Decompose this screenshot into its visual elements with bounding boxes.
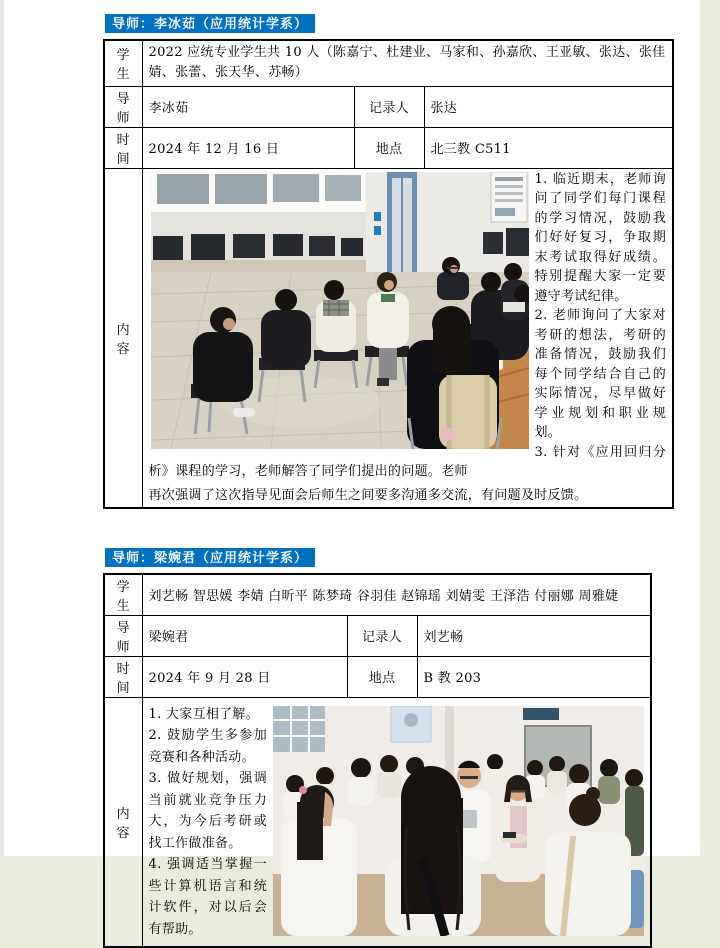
- mentor-value: 李冰茹: [142, 86, 354, 127]
- recorder-value: 刘艺畅: [417, 615, 651, 656]
- content-body-1: [149, 170, 667, 506]
- meeting-record-table-1: [103, 39, 674, 509]
- students-value: 2022 应统专业学生共 10 人（陈嘉宁、杜建业、马家和、孙嘉欣、王亚敏、张达、张佳婧、张蕾、张天华、苏畅）: [142, 40, 673, 86]
- mentor-banner-1: 导师：李冰茹（应用统计学系）: [105, 14, 315, 33]
- meeting-photo-1-illustration: [151, 172, 529, 449]
- meeting-photo-standing-group: [273, 706, 644, 936]
- content-paragraph: 1. 大家互相了解。: [149, 704, 645, 726]
- content-label: 内容: [104, 168, 142, 508]
- document-page: [4, 0, 700, 856]
- location-label: 地点: [354, 127, 424, 168]
- content-label: 内容: [104, 697, 142, 947]
- time-value: 2024 年 12 月 16 日: [142, 127, 354, 168]
- content-paragraph: 1. 临近期末，老师询问了同学们每门课程的学习情况，鼓励我们好好复习，争取期末考试取得好成绩。特别提醒大家一定要遵守考试纪律。: [149, 170, 667, 307]
- mentor-label: 导师: [104, 86, 142, 127]
- mentor-value: 梁婉君: [142, 615, 347, 656]
- content-paragraph: 4. 强调适当掌握一些计算机语言和统计软件，对以后会有帮助。: [149, 854, 645, 940]
- meeting-record-table-2: [103, 573, 652, 948]
- time-value: 2024 年 9 月 28 日: [142, 656, 347, 697]
- recorder-label: 记录人: [354, 86, 424, 127]
- location-label: 地点: [347, 656, 417, 697]
- location-value: B 教 203: [417, 656, 651, 697]
- mentor-banner-2: 导师：梁婉君（应用统计学系）: [105, 548, 315, 567]
- location-value: 北三教 C511: [424, 127, 673, 168]
- content-continuation: 再次强调了这次指导见面会后师生之间要多沟通多交流，有问题及时反馈。: [149, 486, 667, 506]
- mentor-label: 导师: [104, 615, 142, 656]
- meeting-photo-2-illustration: [273, 706, 644, 936]
- students-label: 学生: [104, 40, 142, 86]
- content-body-2: [149, 704, 645, 941]
- meeting-photo-seated-discussion: [151, 172, 529, 449]
- students-label: 学生: [104, 574, 142, 616]
- recorder-label: 记录人: [347, 615, 417, 656]
- content-paragraph: 2. 老师询问了大家对考研的想法，考研的准备情况，鼓励我们每个同学结合自己的实际情况，尽早做好学业规划和职业规划。: [149, 306, 667, 443]
- recorder-value: 张达: [424, 86, 673, 127]
- time-label: 时间: [104, 127, 142, 168]
- content-paragraph: 3. 做好规划，强调当前就业竞争压力大，为今后考研或找工作做准备。: [149, 768, 645, 854]
- time-label: 时间: [104, 656, 142, 697]
- content-paragraph: 3. 针对《应用回归分析》课程的学习，老师解答了同学们提出的问题。老师: [149, 443, 667, 482]
- content-paragraph: 2. 鼓励学生多参加竞赛和各种活动。: [149, 725, 645, 768]
- students-value: 刘艺畅 智思媛 李婧 白昕平 陈梦琦 谷羽佳 赵锦瑶 刘婧雯 王泽浩 付丽娜 周雅婕: [142, 574, 651, 616]
